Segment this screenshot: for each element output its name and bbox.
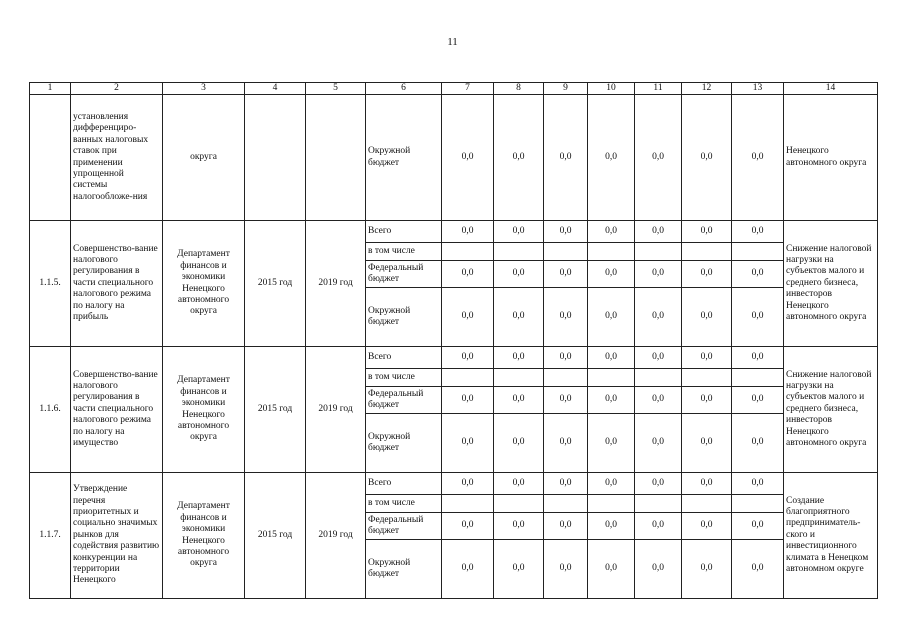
column-header: 1	[30, 83, 71, 95]
measure-name: Совершенство-вание налогового регулирования в части специального налогового режима по налогу на прибыль	[71, 221, 163, 347]
end-year: 2019 год	[306, 347, 366, 473]
value-cell	[732, 495, 784, 513]
value-cell: 0,0	[442, 473, 494, 495]
start-year: 2015 год	[245, 473, 306, 599]
value-cell: 0,0	[544, 387, 588, 414]
executor: Департамент финансов и экономики Ненецкого автономного округа	[163, 221, 245, 347]
row-number: 1.1.7.	[30, 473, 71, 599]
value-cell	[544, 495, 588, 513]
value-cell: 0,0	[732, 221, 784, 243]
value-cell: 0,0	[682, 387, 732, 414]
value-cell: 0,0	[494, 288, 544, 347]
value-cell: 0,0	[635, 387, 682, 414]
column-header: 13	[732, 83, 784, 95]
value-cell: 0,0	[635, 347, 682, 369]
value-cell: 0,0	[494, 414, 544, 473]
continuation-row	[30, 95, 878, 221]
value-cell	[588, 369, 635, 387]
value-cell: 0,0	[732, 261, 784, 288]
measure-name: установления дифференциро-ванных налоговых ставок при применении упрощенной системы налогообложе-ния	[71, 95, 163, 221]
end-year	[306, 95, 366, 221]
value-cell: 0,0	[442, 387, 494, 414]
value-cell: 0,0	[544, 221, 588, 243]
value-cell: 0,0	[544, 414, 588, 473]
column-header: 5	[306, 83, 366, 95]
value-cell: 0,0	[732, 540, 784, 599]
table-row	[30, 473, 878, 495]
table-row	[30, 221, 878, 243]
column-header: 11	[635, 83, 682, 95]
start-year	[245, 95, 306, 221]
row-number	[30, 95, 71, 221]
value-cell	[442, 243, 494, 261]
measure-name: Совершенство-вание налогового регулирования в части специального налогового режима по налогу на имущество	[71, 347, 163, 473]
value-cell: 0,0	[494, 473, 544, 495]
value-cell: 0,0	[682, 261, 732, 288]
program-table	[29, 82, 878, 599]
value-cell: 0,0	[588, 540, 635, 599]
column-header: 3	[163, 83, 245, 95]
value-cell: 0,0	[442, 288, 494, 347]
funding-source: Окружной бюджет	[366, 540, 442, 599]
value-cell: 0,0	[588, 95, 635, 221]
value-cell	[494, 495, 544, 513]
funding-source: в том числе	[366, 369, 442, 387]
funding-source: Окружной бюджет	[366, 95, 442, 221]
value-cell	[732, 369, 784, 387]
column-header: 14	[784, 83, 878, 95]
value-cell	[588, 495, 635, 513]
value-cell	[732, 243, 784, 261]
value-cell: 0,0	[442, 261, 494, 288]
value-cell	[494, 369, 544, 387]
value-cell: 0,0	[732, 95, 784, 221]
value-cell: 0,0	[588, 414, 635, 473]
measure-name: Утверждение перечня приоритетных и социально значимых рынков для содействия развитию конкуренции на территории Ненецкого	[71, 473, 163, 599]
value-cell	[544, 369, 588, 387]
value-cell: 0,0	[682, 540, 732, 599]
column-header: 8	[494, 83, 544, 95]
start-year: 2015 год	[245, 347, 306, 473]
value-cell: 0,0	[544, 95, 588, 221]
value-cell	[635, 369, 682, 387]
row-number: 1.1.5.	[30, 221, 71, 347]
value-cell: 0,0	[682, 288, 732, 347]
value-cell: 0,0	[442, 414, 494, 473]
funding-source: Федеральный бюджет	[366, 261, 442, 288]
funding-source: Окружной бюджет	[366, 288, 442, 347]
value-cell	[682, 495, 732, 513]
value-cell: 0,0	[635, 288, 682, 347]
value-cell: 0,0	[442, 221, 494, 243]
expected-result: Снижение налоговой нагрузки на субъектов малого и среднего бизнеса, инвесторов Ненецкого автономного округа	[784, 221, 878, 347]
value-cell: 0,0	[544, 347, 588, 369]
value-cell: 0,0	[732, 513, 784, 540]
value-cell: 0,0	[682, 347, 732, 369]
column-header: 9	[544, 83, 588, 95]
header-row	[30, 83, 878, 95]
column-header: 6	[366, 83, 442, 95]
value-cell: 0,0	[442, 95, 494, 221]
funding-source: в том числе	[366, 495, 442, 513]
value-cell	[442, 495, 494, 513]
executor: Департамент финансов и экономики Ненецкого автономного округа	[163, 473, 245, 599]
expected-result: Ненецкого автономного округа	[784, 95, 878, 221]
value-cell: 0,0	[494, 95, 544, 221]
value-cell: 0,0	[544, 513, 588, 540]
table-row	[30, 347, 878, 369]
page-number: 11	[447, 36, 458, 48]
value-cell: 0,0	[544, 261, 588, 288]
value-cell: 0,0	[682, 473, 732, 495]
value-cell: 0,0	[588, 347, 635, 369]
value-cell	[442, 369, 494, 387]
value-cell: 0,0	[588, 513, 635, 540]
value-cell: 0,0	[588, 473, 635, 495]
value-cell: 0,0	[732, 387, 784, 414]
column-header: 7	[442, 83, 494, 95]
expected-result: Снижение налоговой нагрузки на субъектов малого и среднего бизнеса, инвесторов Ненецкого автономного округа	[784, 347, 878, 473]
value-cell: 0,0	[442, 540, 494, 599]
value-cell: 0,0	[682, 513, 732, 540]
value-cell	[682, 243, 732, 261]
value-cell: 0,0	[635, 414, 682, 473]
funding-source: в том числе	[366, 243, 442, 261]
value-cell: 0,0	[635, 540, 682, 599]
value-cell: 0,0	[494, 221, 544, 243]
executor: Департамент финансов и экономики Ненецкого автономного округа	[163, 347, 245, 473]
value-cell: 0,0	[588, 288, 635, 347]
value-cell: 0,0	[682, 221, 732, 243]
value-cell: 0,0	[588, 261, 635, 288]
value-cell: 0,0	[544, 540, 588, 599]
value-cell: 0,0	[442, 347, 494, 369]
value-cell	[682, 369, 732, 387]
value-cell: 0,0	[682, 95, 732, 221]
value-cell: 0,0	[494, 347, 544, 369]
row-number: 1.1.6.	[30, 347, 71, 473]
value-cell	[635, 243, 682, 261]
value-cell: 0,0	[732, 288, 784, 347]
value-cell: 0,0	[732, 347, 784, 369]
funding-source: Федеральный бюджет	[366, 513, 442, 540]
value-cell: 0,0	[588, 221, 635, 243]
executor: округа	[163, 95, 245, 221]
value-cell: 0,0	[732, 473, 784, 495]
value-cell: 0,0	[494, 387, 544, 414]
value-cell: 0,0	[635, 473, 682, 495]
value-cell: 0,0	[635, 513, 682, 540]
value-cell: 0,0	[494, 540, 544, 599]
funding-source: Всего	[366, 347, 442, 369]
funding-source: Окружной бюджет	[366, 414, 442, 473]
value-cell	[635, 495, 682, 513]
end-year: 2019 год	[306, 221, 366, 347]
value-cell	[544, 243, 588, 261]
end-year: 2019 год	[306, 473, 366, 599]
value-cell: 0,0	[732, 414, 784, 473]
value-cell: 0,0	[588, 387, 635, 414]
column-header: 4	[245, 83, 306, 95]
funding-source: Всего	[366, 473, 442, 495]
column-header: 2	[71, 83, 163, 95]
value-cell: 0,0	[494, 513, 544, 540]
value-cell: 0,0	[635, 95, 682, 221]
value-cell: 0,0	[635, 221, 682, 243]
column-header: 12	[682, 83, 732, 95]
value-cell: 0,0	[635, 261, 682, 288]
value-cell: 0,0	[682, 414, 732, 473]
expected-result: Создание благоприятного предприниматель-ского и инвестиционного климата в Ненецком автономном округе	[784, 473, 878, 599]
value-cell	[494, 243, 544, 261]
funding-source: Всего	[366, 221, 442, 243]
start-year: 2015 год	[245, 221, 306, 347]
value-cell: 0,0	[442, 513, 494, 540]
funding-source: Федеральный бюджет	[366, 387, 442, 414]
value-cell	[588, 243, 635, 261]
value-cell: 0,0	[494, 261, 544, 288]
column-header: 10	[588, 83, 635, 95]
value-cell: 0,0	[544, 288, 588, 347]
value-cell: 0,0	[544, 473, 588, 495]
